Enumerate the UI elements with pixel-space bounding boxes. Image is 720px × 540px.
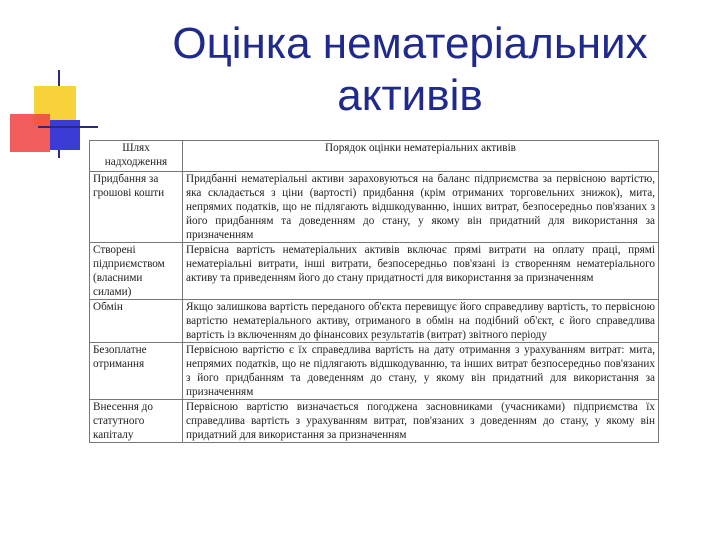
row-way: Створені підприємством (власними силами) bbox=[90, 243, 183, 300]
table-row bbox=[90, 343, 659, 400]
row-description: Первісною вартістю є їх справедлива вартість на дату отримання з урахуванням витрат: мита, непрямих податків, що не підлягають відшкодуванню, та інших витрат безпосередньо пов'язаних з його придбанням та доведенням до стану, у якому він придатний для використання за призначенням bbox=[183, 343, 659, 400]
decorative-horizontal-line bbox=[38, 126, 98, 128]
slide-title: Оцінка нематеріальних активів bbox=[172, 19, 648, 120]
row-way: Внесення до статутного капіталу bbox=[90, 400, 183, 443]
row-way: Безоплатне отримання bbox=[90, 343, 183, 400]
decorative-red-square bbox=[10, 114, 50, 152]
valuation-table bbox=[89, 140, 659, 443]
row-description: Первісною вартістю визначається погоджена засновниками (учасниками) підприємства їх справедлива вартість з урахуванням витрат, пов'язаних з доведенням до стану, у якому він придатний для використання за призначенням bbox=[183, 400, 659, 443]
row-way: Обмін bbox=[90, 300, 183, 343]
decorative-blue-square bbox=[50, 120, 80, 150]
row-description: Первісна вартість нематеріальних активів включає прямі витрати на оплату праці, прямі нематеріальні витрати, інші витрати, безпосередньо пов'язані із створенням нематеріального активу та приведенням його до стану придатності для використання за призначенням bbox=[183, 243, 659, 300]
table-row bbox=[90, 243, 659, 300]
row-description: Придбанні нематеріальні активи зараховуються на баланс підприємства за первісною вартістю, яка складається з ціни (вартості) придбання (крім отриманих торговельних знижок), мита, непрямих податків, що не підлягають відшкодуванню, інших витрат, безпосередньо пов'язаних з його придбанням та доведенням до стану, у якому він придатний для використання за призначенням bbox=[183, 172, 659, 243]
table-row bbox=[90, 400, 659, 443]
table-row bbox=[90, 172, 659, 243]
row-way: Придбання за грошові кошти bbox=[90, 172, 183, 243]
table-row bbox=[90, 300, 659, 343]
table-header-row bbox=[90, 141, 659, 172]
header-way: Шлях надходження bbox=[90, 141, 183, 172]
header-valuation-order: Порядок оцінки нематеріальних активів bbox=[183, 141, 659, 172]
row-description: Якщо залишкова вартість переданого об'єкта перевищує його справедливу вартість, то первісною вартістю нематеріального активу, отриманого в обмін на подібний об'єкт, є його справедлива вартість із включенням до фінансових результатів (витрат) звітного періоду bbox=[183, 300, 659, 343]
